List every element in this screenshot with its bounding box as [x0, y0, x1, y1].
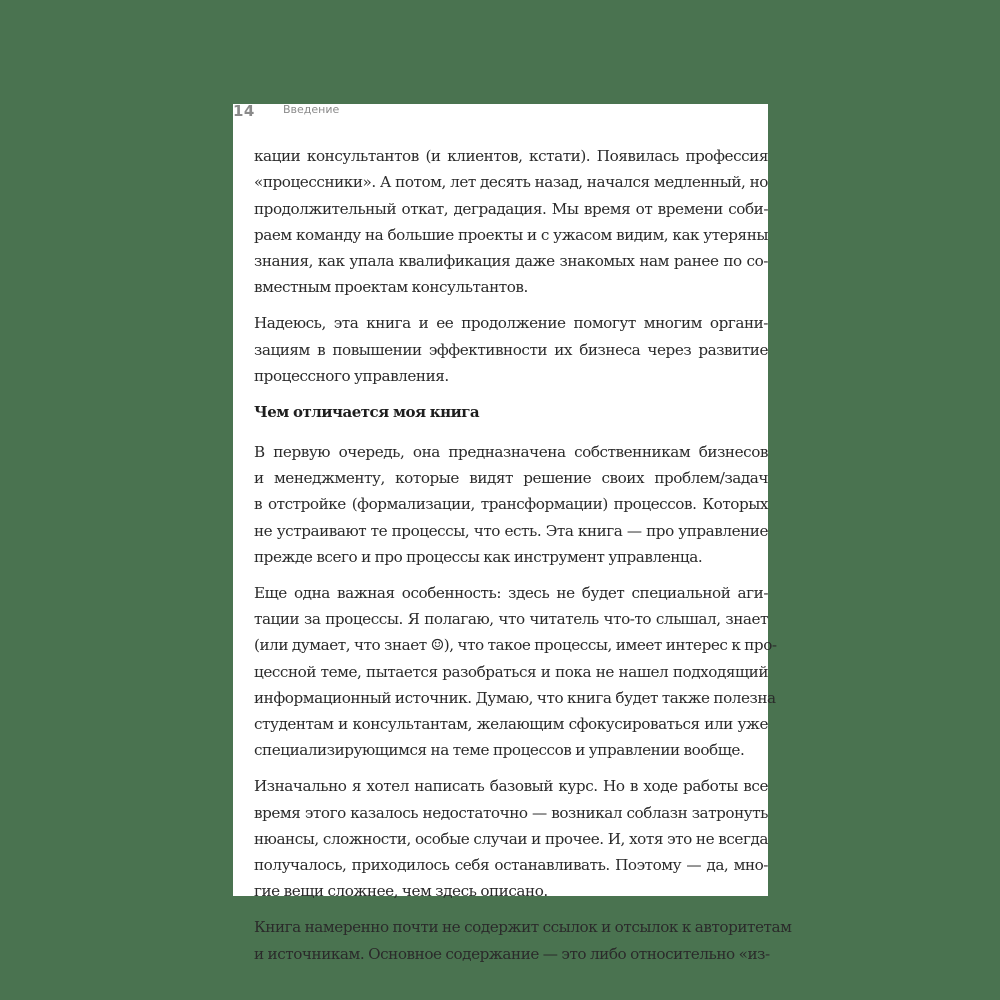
text-line: Книга намеренно почти не содержит ссылок и отсылок к авторитетам — [254, 918, 792, 937]
text-line: «процессники». А потом, лет десять назад, начался медленный, но — [254, 173, 768, 192]
paragraph — [254, 310, 768, 389]
paragraph — [254, 143, 768, 301]
text-line: прежде всего и про процессы как инструмент управленца. — [254, 547, 703, 566]
text-line: вместным проектам консультантов. — [254, 278, 528, 297]
text-line: Еще одна важная особенность: здесь не будет специальной аги- — [254, 583, 768, 602]
paragraph — [254, 439, 768, 570]
text-line: и источникам. Основное содержание — это либо относительно «из- — [254, 944, 770, 963]
text-line: кации консультантов (и клиентов, кстати). Появилась профессия — [254, 147, 768, 165]
text-line: студентам и консультантам, желающим сфокусироваться или уже — [254, 715, 768, 734]
text-line: нюансы, сложности, особые случаи и прочее. И, хотя это не всегда — [254, 829, 768, 848]
text-line: цессной теме, пытается разобраться и пока не нашел подходящий — [254, 662, 768, 681]
page-body — [254, 143, 792, 976]
text-line: в отстройке (формализации, трансформации) процессов. Которых — [254, 495, 768, 514]
paragraph — [254, 773, 768, 904]
text-line: специализирующимся на теме процессов и управлении вообще. — [254, 741, 745, 760]
paragraph — [254, 914, 792, 967]
text-line: зациям в повышении эффективности их бизнеса через развитие — [254, 340, 768, 359]
text-line: Надеюсь, эта книга и ее продолжение помогут многим органи- — [254, 314, 768, 333]
text-line: знания, как упала квалификация даже знакомых нам ранее по со- — [254, 252, 768, 271]
text-line: информационный источник. Думаю, что книга будет также полезна — [254, 688, 776, 707]
text-line: получалось, приходилось себя останавливать. Поэтому — да, мно- — [254, 856, 768, 875]
section-heading: Чем отличается моя книга — [254, 402, 480, 421]
text-line: Изначально я хотел написать базовый курс. Но в ходе работы все — [254, 777, 768, 796]
page-number: 14 — [233, 102, 255, 120]
text-line: (или думает, что знает ☺), что такое процессы, имеет интерес к про- — [254, 636, 777, 655]
text-line: раем команду на большие проекты и с ужасом видим, как утеряны — [254, 225, 768, 244]
section-title: Введение — [283, 103, 340, 116]
paragraph — [254, 580, 777, 764]
text-line: и менеджменту, которые видят решение своих проблем/задач — [254, 468, 768, 487]
text-line: не устраивают те процессы, что есть. Эта книга — про управление — [254, 521, 768, 540]
text-line: процессного управления. — [254, 366, 449, 385]
text-line: тации за процессы. Я полагаю, что читатель что-то слышал, знает — [254, 609, 768, 628]
text-line: продолжительный откат, деградация. Мы время от времени соби- — [254, 199, 768, 218]
book-page — [233, 102, 792, 963]
text-line: гие вещи сложнее, чем здесь описано. — [254, 882, 548, 901]
running-head — [233, 104, 339, 120]
text-line: В первую очередь, она предназначена собственникам бизнесов — [254, 442, 768, 461]
text-line: время этого казалось недостаточно — возникал соблазн затронуть — [254, 803, 768, 822]
